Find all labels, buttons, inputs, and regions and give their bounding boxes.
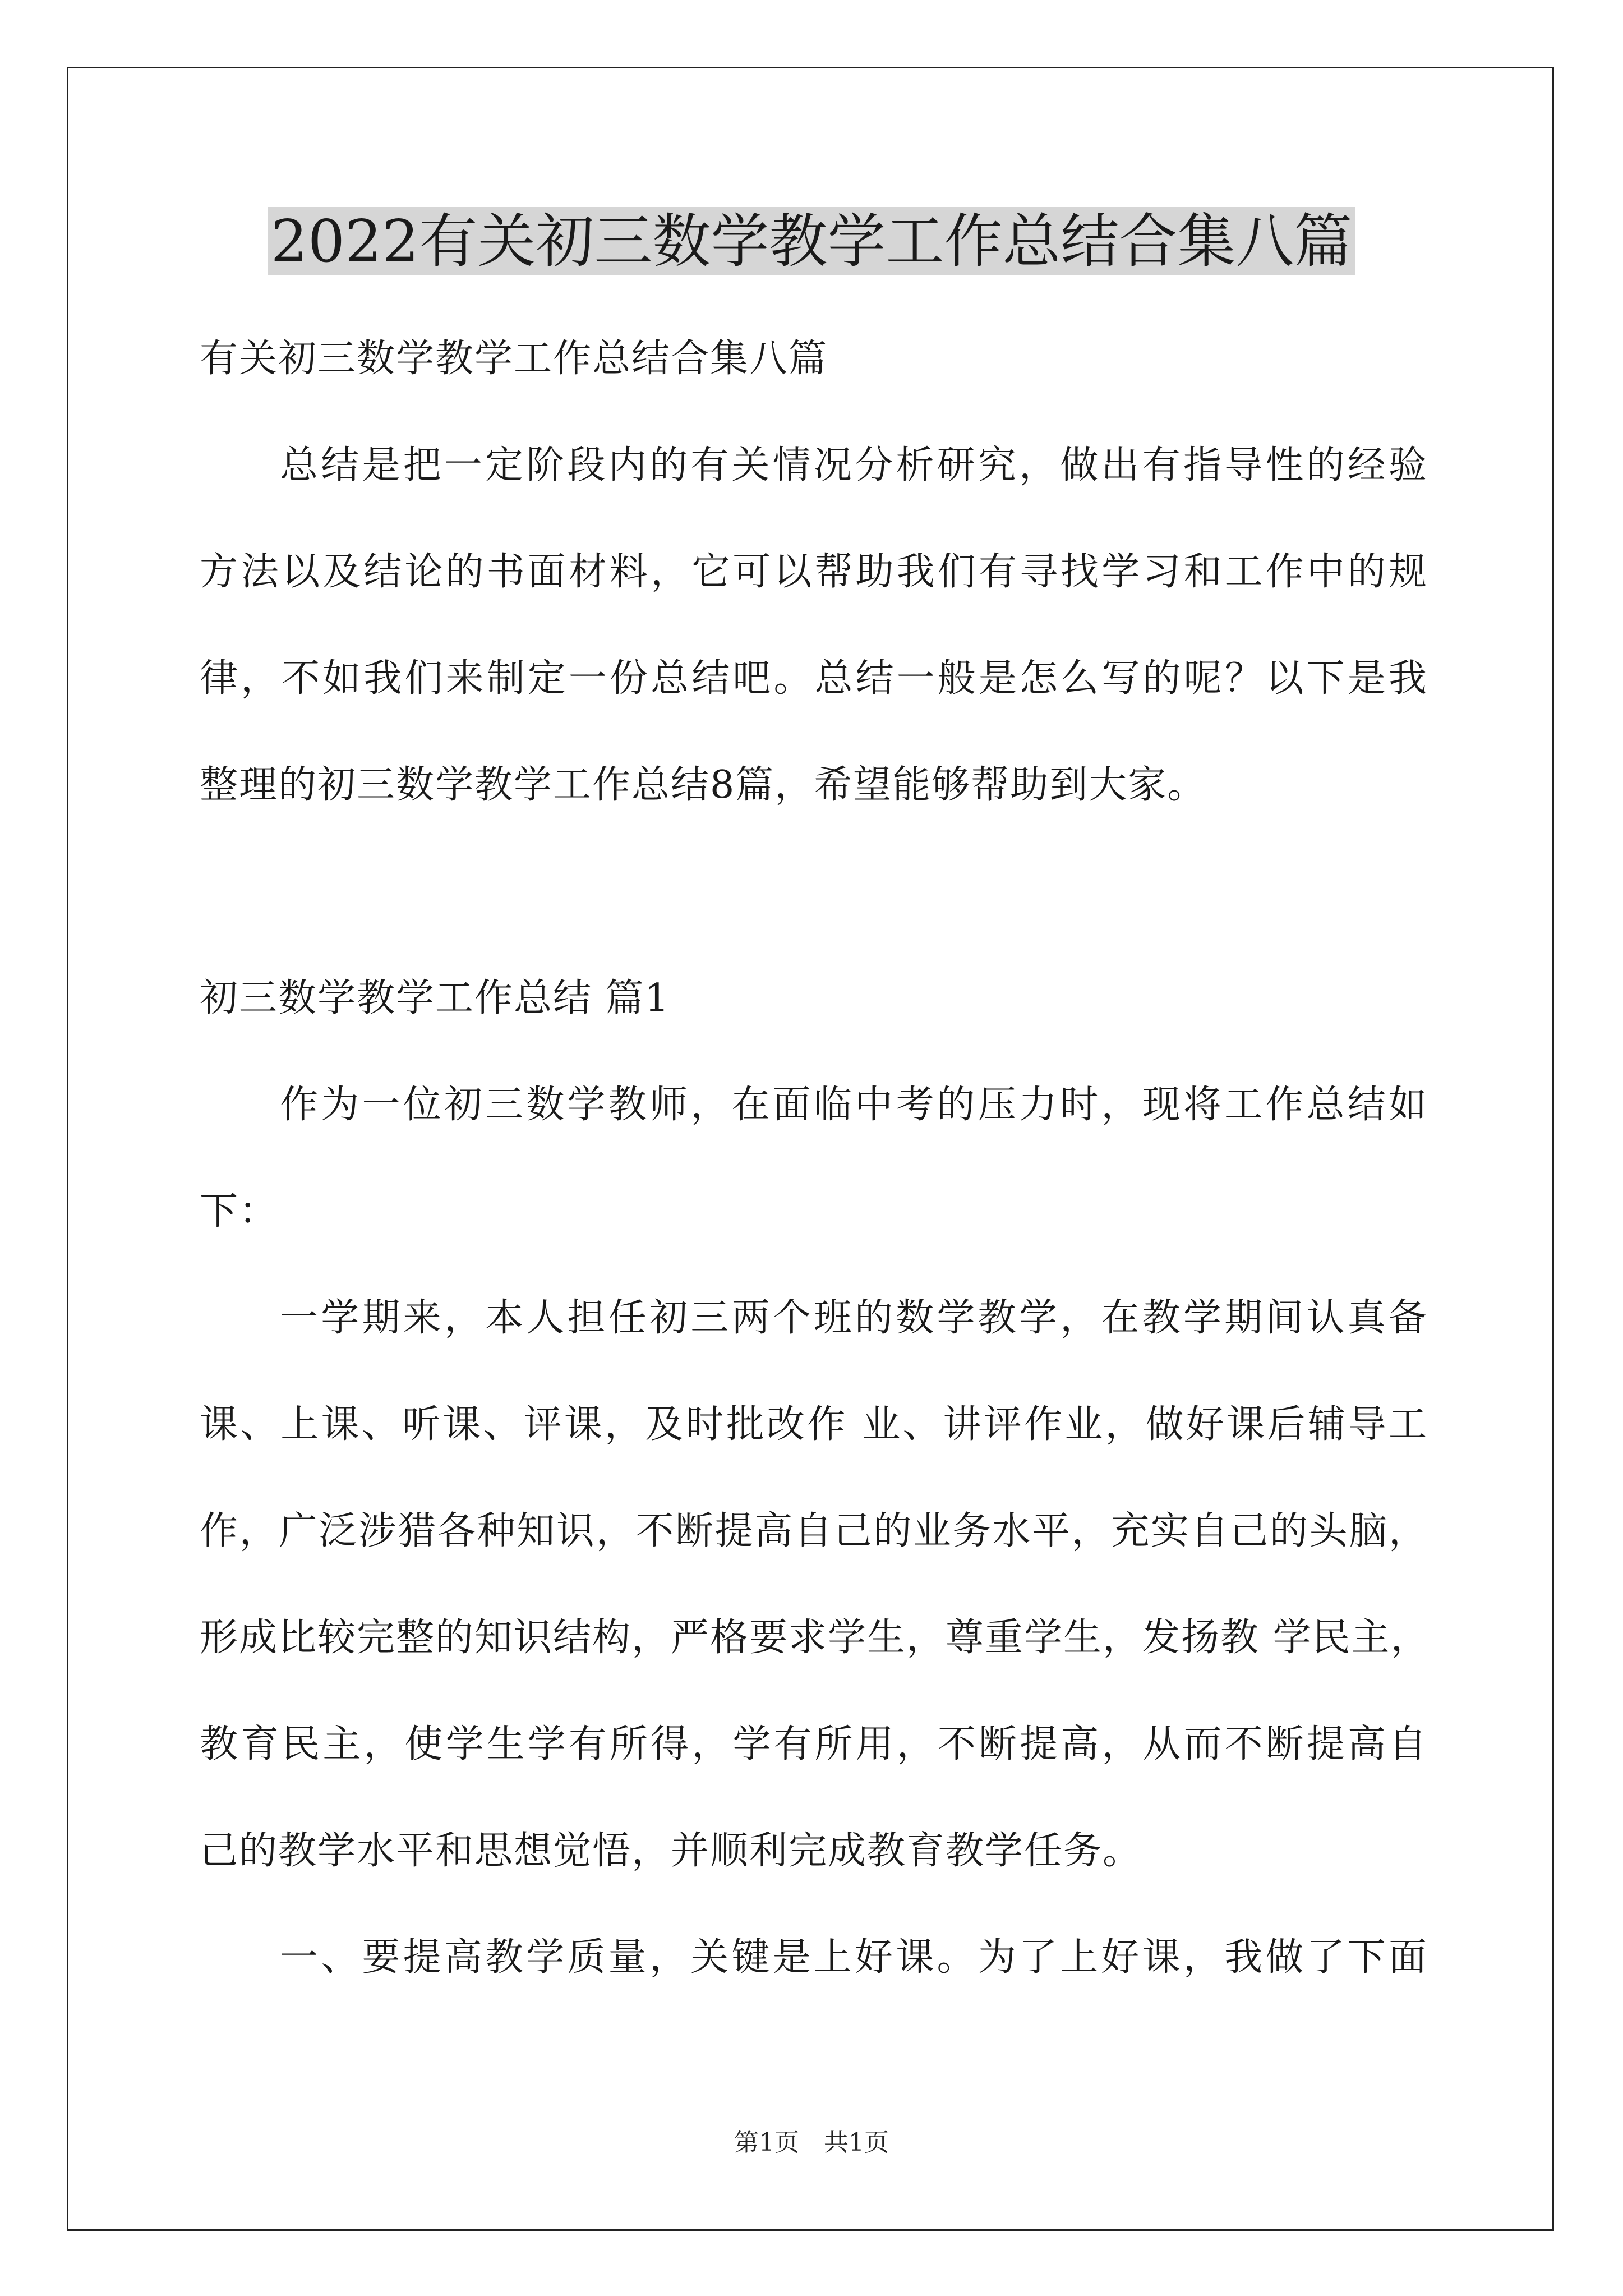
paragraph-line: 一学期来，本人担任初三两个班的数学教学，在教学期间认真备 (280, 1296, 1428, 1340)
paragraph-line: 作为一位初三数学教师，在面临中考的压力时，现将工作总结如 (280, 1083, 1428, 1127)
document-body (200, 306, 1428, 2011)
paragraph-line: 下： (200, 1189, 279, 1234)
paragraph-line: 课、上课、听课、评课，及时批改作 业、讲评作业，做好课后辅导工 (200, 1402, 1428, 1447)
document-subtitle: 有关初三数学教学工作总结合集八篇 (200, 337, 828, 381)
paragraph-line: 教育民主，使学生学有所得，学有所用，不断提高，从而不断提高自 (200, 1722, 1428, 1766)
paragraph-line: 作，广泛涉猎各种知识，不断提高自己的业务水平，充实自己的头脑， (200, 1509, 1428, 1553)
paragraph-line: 己的教学水平和思想觉悟，并顺利完成教育教学任务。 (200, 1829, 1142, 1873)
section-spacer (200, 839, 1428, 945)
document-title-text: 2022有关初三数学教学工作总结合集八篇 (268, 207, 1356, 275)
section-heading: 初三数学教学工作总结 篇1 (200, 976, 670, 1020)
intro-line: 总结是把一定阶段内的有关情况分析研究，做出有指导性的经验 (280, 443, 1428, 487)
paragraph-line: 形成比较完整的知识结构，严格要求学生，尊重学生，发扬教 学民主， (200, 1616, 1430, 1660)
intro-line: 整理的初三数学教学工作总结8篇，希望能够帮助到大家。 (200, 763, 1207, 807)
intro-line: 方法以及结论的书面材料，它可以帮助我们有寻找学习和工作中的规 (200, 550, 1428, 594)
intro-line: 律，不如我们来制定一份总结吧。总结一般是怎么写的呢？以下是我 (200, 656, 1428, 701)
document-title (0, 202, 1623, 280)
paragraph-line: 一、要提高教学质量，关键是上好课。为了上好课，我做了下面 (280, 1935, 1428, 1980)
page-number: 第1页 共1页 (734, 2128, 889, 2157)
